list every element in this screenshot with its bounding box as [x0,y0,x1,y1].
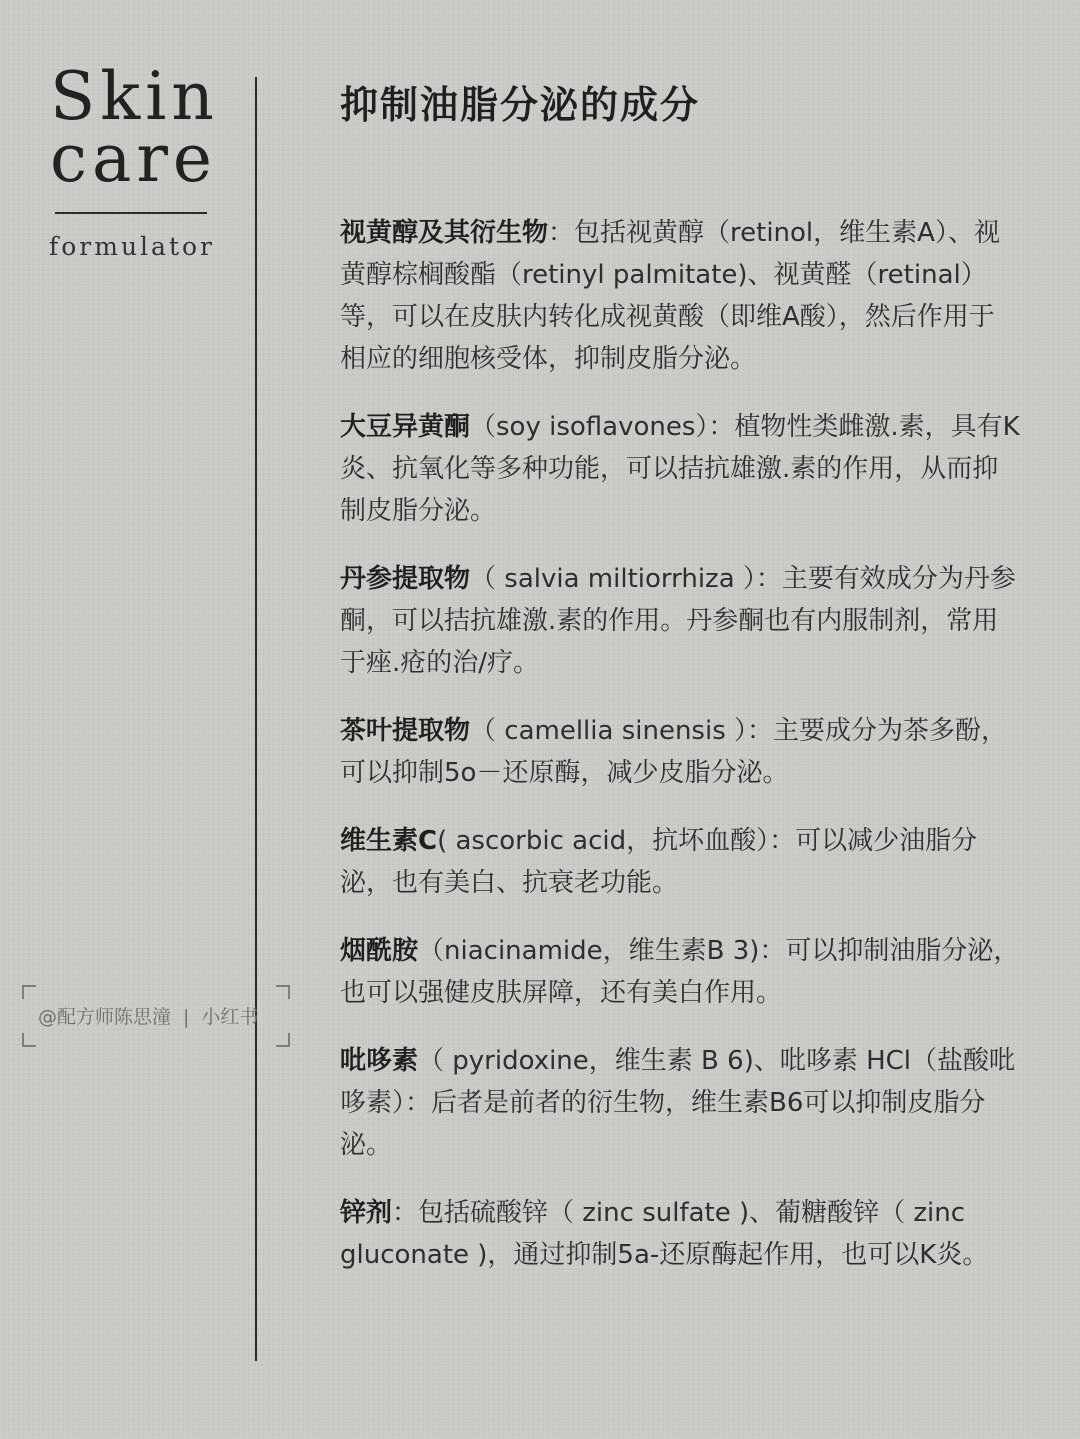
ingredient-desc: （soy isoflavones）：植物性类雌激.素，具有K炎、抗氧化等多种功能，可以拮抗雄激.素的作用，从而抑制皮脂分泌。 [340,412,1020,526]
ingredient-desc: （ salvia miltiorrhiza ）：主要有效成分为丹参酮，可以拮抗雄激.素的作用。丹参酮也有内服制剂，常用于痤.疮的治/疗。 [340,564,1016,678]
watermark [22,985,290,1047]
list-item [340,558,1020,684]
watermark-author: @配方师陈思潼 [38,1006,172,1028]
ingredient-name: 视黄醇及其衍生物 [340,218,549,248]
ingredient-desc: ：包括视黄醇（retinol，维生素A）、视黄醇棕榈酸酯（retinyl palmitate)、视黄醛（retinal）等，可以在皮肤内转化成视黄酸（即维A酸），然后作用于相应的细胞核受体，抑制皮脂分泌。 [340,218,1000,374]
list-item [340,930,1020,1014]
ingredient-name: 茶叶提取物 [340,716,471,746]
watermark-text [38,1002,258,1029]
ingredient-desc: ( ascorbic acid，抗坏血酸）：可以减少油脂分泌，也有美白、抗衰老功能。 [340,826,978,898]
ingredient-name: 锌剂 [340,1198,393,1228]
ingredient-name: 大豆异黄酮 [340,412,471,442]
ingredient-desc: （ pyridoxine，维生素 B 6)、吡哆素 HCl（盐酸吡哆素）：后者是前者的衍生物，维生素B6可以抑制皮脂分泌。 [340,1046,1016,1160]
page-title: 抑制油脂分泌的成分 [340,83,701,127]
watermark-corner [22,1033,36,1047]
ingredient-desc: （ camellia sinensis ）：主要成分为茶多酚，可以抑制5o－还原酶，减少皮脂分泌。 [340,716,1008,788]
list-item [340,1040,1020,1166]
brand-line-care: care [50,120,217,197]
ingredient-desc: ：包括硫酸锌（ zinc sulfate )、葡糖酸锌（ zinc gluconate )，通过抑制5a-还原酶起作用，也可以K炎。 [340,1198,989,1270]
ingredient-desc: （niacinamide，维生素B 3)：可以抑制油脂分泌，也可以强健皮肤屏障，还有美白作用。 [340,936,1020,1008]
list-item [340,820,1020,904]
ingredient-name: 烟酰胺 [340,936,419,966]
vertical-divider [255,77,257,1361]
brand-rule [55,212,207,214]
list-item [340,1192,1020,1276]
list-item [340,710,1020,794]
ingredient-name: 丹参提取物 [340,564,471,594]
watermark-corner [276,985,290,999]
brand-logo [40,58,230,261]
watermark-corner [276,1033,290,1047]
watermark-separator: | [183,1006,190,1028]
list-item [340,212,1020,380]
list-item [340,406,1020,532]
watermark-corner [22,985,36,999]
ingredient-name: 吡哆素 [340,1046,419,1076]
brand-line-skin: Skin [50,58,219,135]
watermark-platform: 小红书 [201,1006,259,1028]
brand-subtitle: formulator [49,232,216,261]
main-content [340,78,1020,1296]
ingredient-list [340,212,1020,1276]
ingredient-name: 维生素C [340,826,438,856]
